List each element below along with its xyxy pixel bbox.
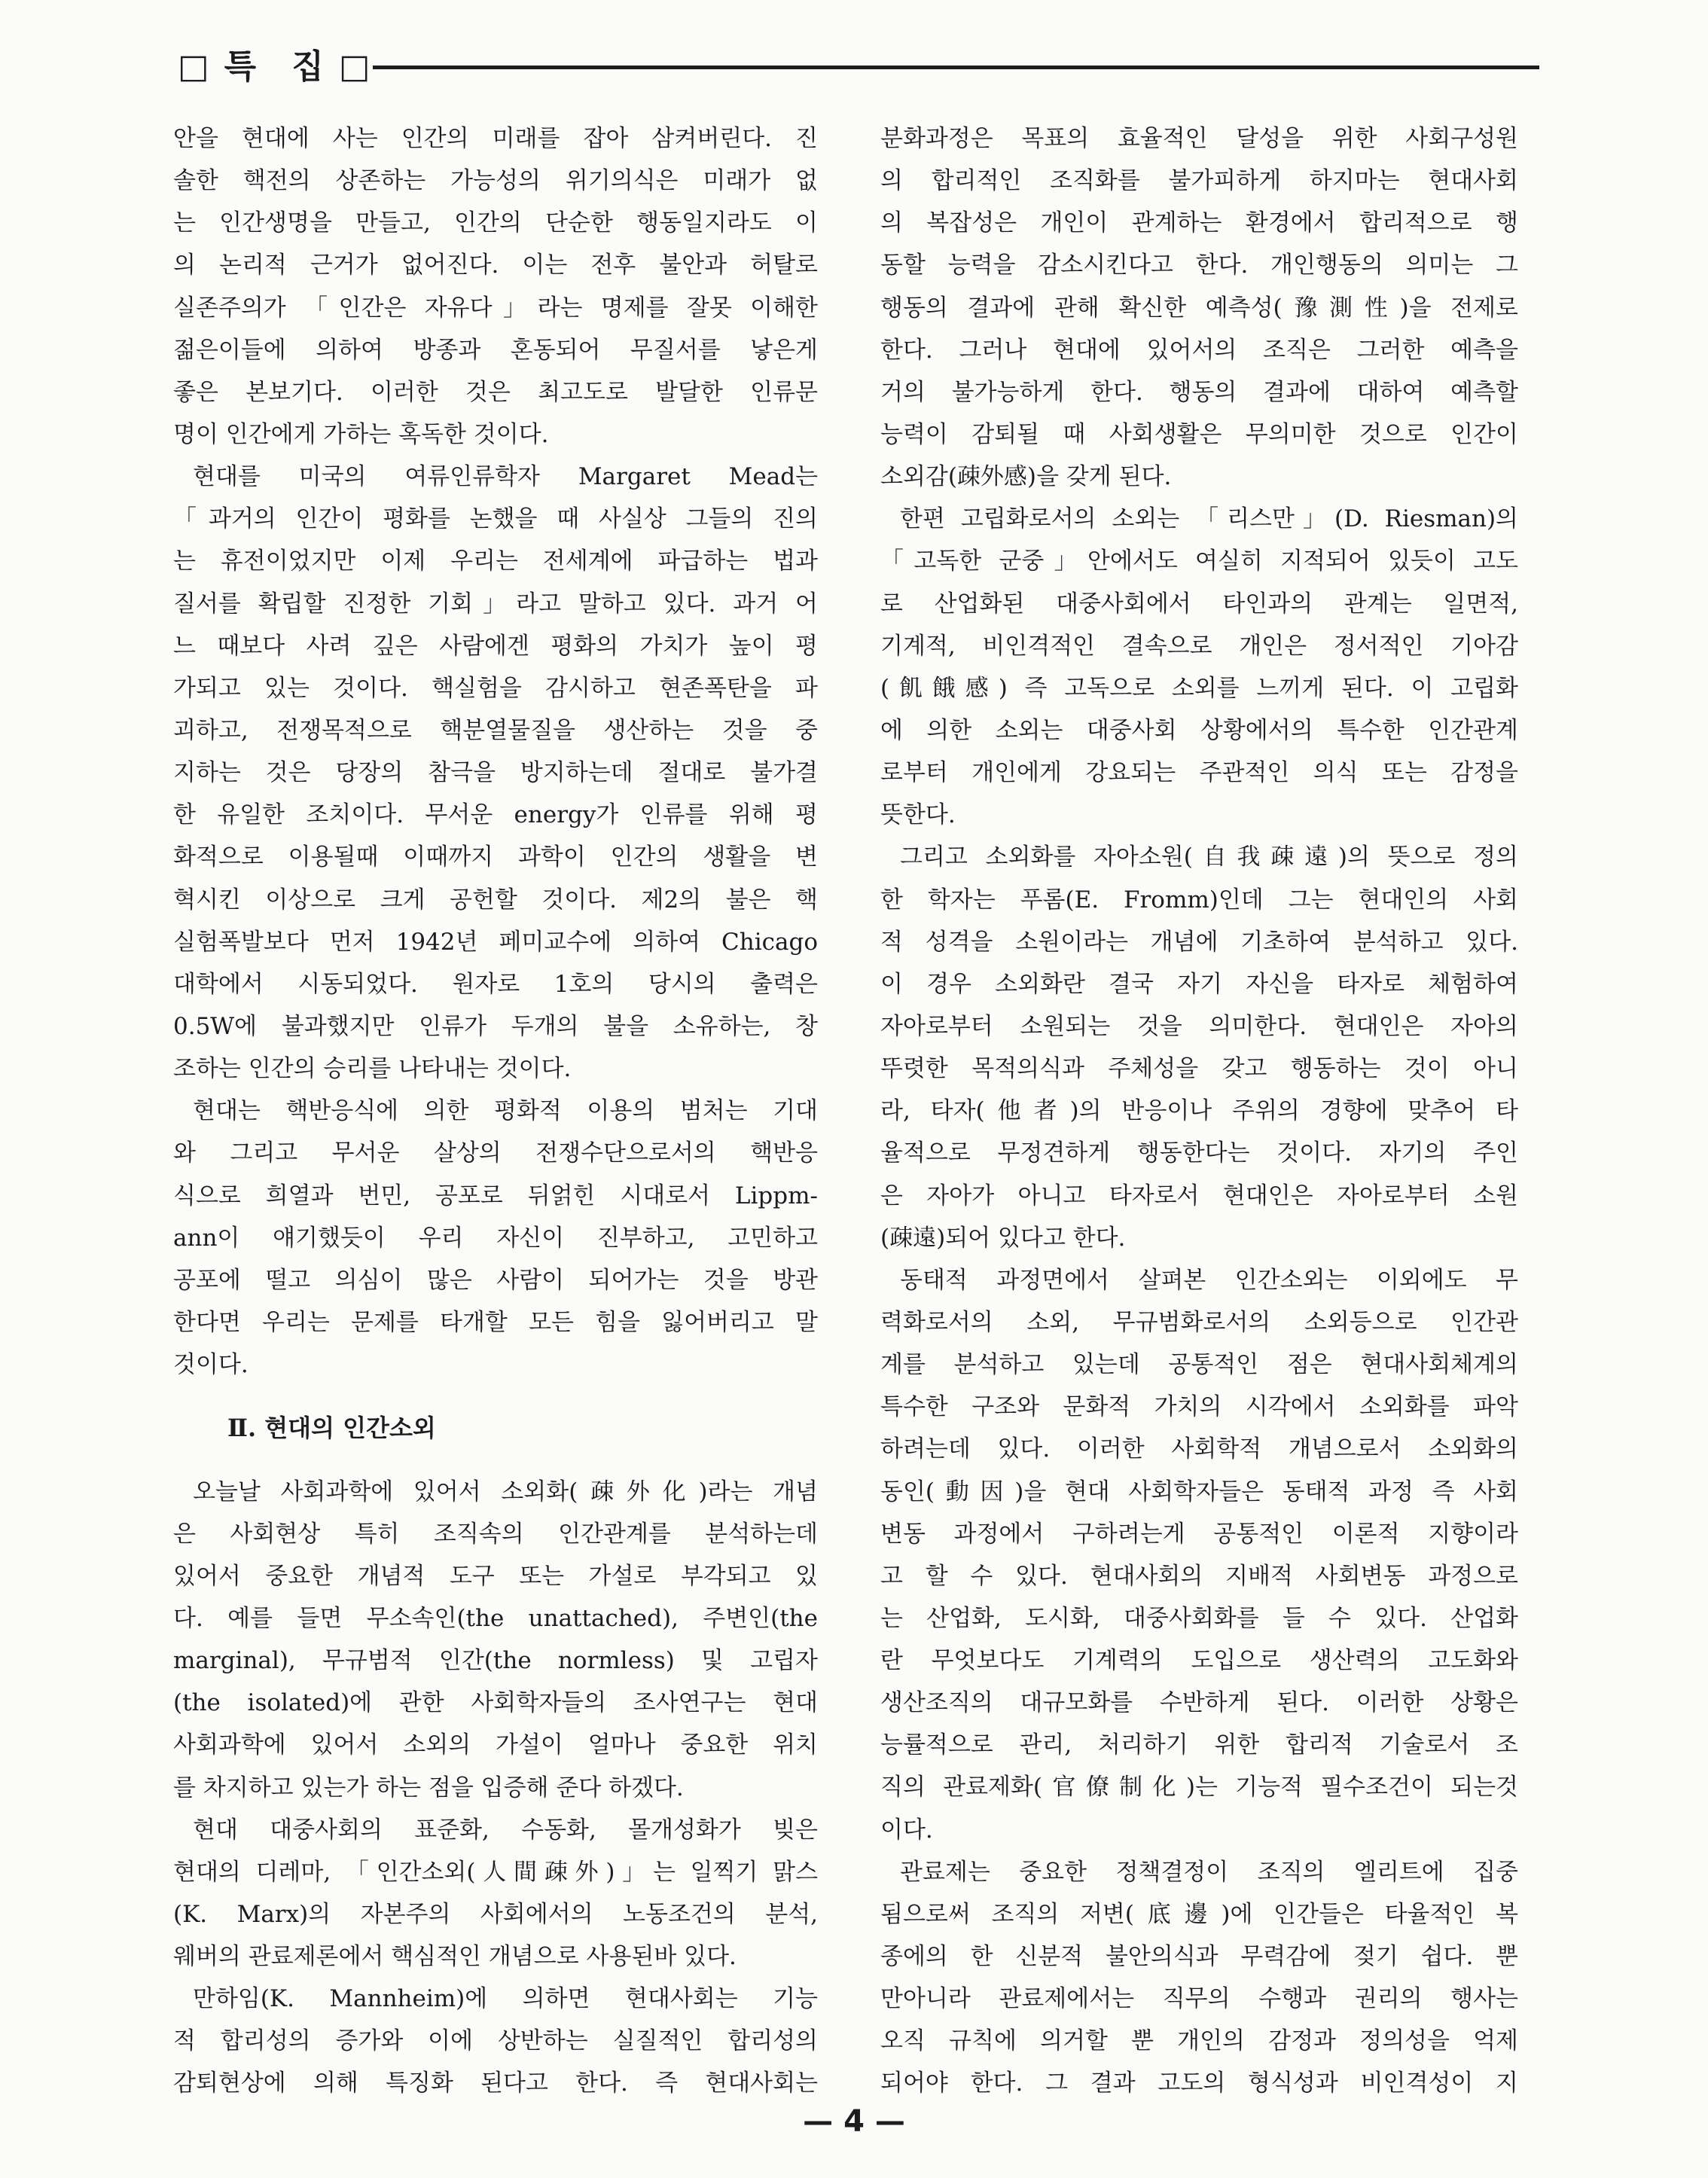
text-line: 거의 불가능하게 한다. 행동의 결과에 대하여 예측할 [880,378,1518,406]
text-line: 실험폭발보다 먼저 1942년 페미교수에 의하여 Chicago [173,928,818,956]
text-line: 사회과학에 있어서 소외의 가설이 얼마나 중요한 위치 [173,1731,818,1759]
paragraph [880,836,1518,1258]
text-line: 은 사회현상 특히 조직속의 인간관계를 분석하는데 [173,1520,818,1548]
text-line: 라, 타자(他者)의 반응이나 주위의 경향에 맞추어 타 [880,1097,1518,1125]
text-line: 특수한 구조와 문화적 가치의 시각에서 소외화를 파악 [880,1393,1518,1421]
text-line: 괴하고, 전쟁목적으로 핵분열물질을 생산하는 것을 중 [173,716,818,744]
text-line: 은 자아가 아니고 타자로서 현대인은 자아로부터 소원 [880,1182,1518,1209]
paragraph [880,1851,1518,2105]
text-line: 「과거의 인간이 평화를 논했을 때 사실상 그들의 진의 [173,505,818,533]
text-line: 로부터 개인에게 강요되는 주관적인 의식 또는 감정을 [880,759,1518,787]
feature-title: 특 집 [224,47,336,86]
paragraph [880,117,1518,498]
text-line: 이 경우 소외화란 결국 자기 자신을 타자로 체험하여 [880,970,1518,998]
text-line: 현대는 핵반응식에 의한 평화적 이용의 범처는 기대 [193,1097,818,1125]
text-line: 현대를 미국의 여류인류학자 Margaret Mead는 [193,463,818,491]
text-line: 분화과정은 목표의 효율적인 달성을 위한 사회구성원 [880,125,1518,152]
text-line: 동태적 과정면에서 살펴본 인간소외는 이외에도 무 [900,1266,1518,1294]
text-line: 지하는 것은 당장의 참극을 방지하는데 절대로 불가결 [173,759,818,787]
text-line: 란 무엇보다도 기계력의 도입으로 생산력의 고도화와 [880,1647,1518,1675]
text-line: 가되고 있는 것이다. 핵실험을 감시하고 현존폭탄을 파 [173,674,818,702]
left-column [173,117,818,2105]
text-line: (疎遠)되어 있다고 한다. [880,1224,1126,1252]
text-line: 능률적으로 관리, 처리하기 위한 합리적 기술로서 조 [880,1731,1518,1759]
text-line: 관료제는 중요한 정책결정이 조직의 엘리트에 집중 [900,1858,1518,1886]
text-line: 종에의 한 신분적 불안의식과 무력감에 젖기 쉽다. 뿐 [880,1943,1518,1971]
right-column [880,117,1518,2105]
text-line: 는 인간생명을 만들고, 인간의 단순한 행동일지라도 이 [173,209,818,237]
text-line: 기계적, 비인격적인 결속으로 개인은 정서적인 기아감 [880,632,1518,660]
text-line: 자아로부터 소원되는 것을 의미한다. 현대인은 자아의 [880,1012,1518,1040]
text-line: 한편 고립화로서의 소외는 「리스만」(D. Riesman)의 [900,505,1518,533]
text-line: 대학에서 시동되었다. 원자로 1호의 당시의 출력은 [173,970,818,998]
paragraph [173,1471,818,1809]
text-line: 식으로 희열과 번민, 공포로 뒤얽힌 시대로서 Lippm- [173,1182,818,1209]
text-line: 한다. 그러나 현대에 있어서의 조직은 그러한 예측을 [880,336,1518,364]
text-line: 만아니라 관료제에서는 직무의 수행과 권리의 행사는 [880,1985,1518,2013]
section-heading: Ⅱ. 현대의 인간소외 [227,1414,436,1443]
text-line: 뜻한다. [880,801,956,829]
paragraph [173,456,818,1090]
text-line: 는 산업화, 도시화, 대중사회화를 들 수 있다. 산업화 [880,1604,1518,1632]
text-line: 한 학자는 푸롬(E. Fromm)인데 그는 현대인의 사회 [880,886,1518,914]
text-line: 안을 현대에 사는 인간의 미래를 잡아 삼켜버린다. 진 [173,125,818,152]
text-line: 는 휴전이었지만 이제 우리는 전세계에 파급하는 법과 [173,548,818,575]
text-line: 솔한 핵전의 상존하는 가능성의 위기의식은 미래가 없 [173,167,818,195]
text-line: 한다면 우리는 문제를 타개할 모든 힘을 잃어버리고 말 [173,1308,818,1336]
text-line: 의 복잡성은 개인이 관계하는 환경에서 합리적으로 행 [880,209,1518,237]
text-line: 것이다. [173,1351,249,1379]
text-line: 웨버의 관료제론에서 핵심적인 개념으로 사용된바 있다. [173,1943,737,1971]
text-line: ann이 얘기했듯이 우리 자신이 진부하고, 고민하고 [173,1224,818,1252]
text-line: 감퇴현상에 의해 특징화 된다고 한다. 즉 현대사회는 [173,2070,818,2097]
page-number: — 4 — [803,2104,905,2139]
paragraph [173,1090,818,1386]
text-line: 되어야 한다. 그 결과 고도의 형식성과 비인격성이 지 [880,2070,1518,2097]
text-line: 됨으로써 조직의 저변(底邊)에 인간들은 타율적인 복 [880,1900,1518,1928]
text-line: marginal), 무규범적 인간(the normless) 및 고립자 [173,1647,818,1675]
text-line: 현대 대중사회의 표준화, 수동화, 몰개성화가 빚은 [193,1816,818,1844]
text-line: (飢餓感) 즉 고독으로 소외를 느끼게 된다. 이 고립화 [880,674,1518,702]
text-line: 행동의 결과에 관해 확신한 예측성(豫測性)을 전제로 [880,294,1518,322]
square-icon: □ [338,47,371,86]
text-line: 생산조직의 대규모화를 수반하게 된다. 이러한 상황은 [880,1689,1518,1717]
text-line: 있어서 중요한 개념적 도구 또는 가설로 부각되고 있 [173,1562,818,1590]
text-line: 능력이 감퇴될 때 사회생활은 무의미한 것으로 인간이 [880,420,1518,448]
text-line: 오직 규칙에 의거할 뿐 개인의 감정과 정의성을 억제 [880,2027,1518,2055]
text-line: 적 성격을 소원이라는 개념에 기초하여 분석하고 있다. [880,928,1518,956]
text-line: 한 유일한 조치이다. 무서운 energy가 인류를 위해 평 [173,801,818,829]
text-line: 의 합리적인 조직화를 불가피하게 하지마는 현대사회 [880,167,1518,195]
text-line: 느 때보다 사려 깊은 사람에겐 평화의 가치가 높이 평 [173,632,818,660]
text-line: (K. Marx)의 자본주의 사회에서의 노동조건의 분석, [173,1900,818,1928]
text-line: 0.5W에 불과했지만 인류가 두개의 불을 소유하는, 창 [173,1012,818,1040]
text-line: 질서를 확립할 진정한 기회」라고 말하고 있다. 과거 어 [173,590,818,618]
text-line: 화적으로 이용될때 이때까지 과학이 인간의 생활을 변 [173,843,818,871]
text-line: 「고독한 군중」안에서도 여실히 지적되어 있듯이 고도 [880,548,1518,575]
text-line: 뚜렷한 목적의식과 주체성을 갖고 행동하는 것이 아니 [880,1055,1518,1083]
text-line: 동할 능력을 감소시킨다고 한다. 개인행동의 의미는 그 [880,252,1518,279]
text-line: 혁시킨 이상으로 크게 공헌할 것이다. 제2의 불은 핵 [173,886,818,914]
square-icon: □ [178,47,209,86]
paragraph [173,117,818,456]
text-line: 하려는데 있다. 이러한 사회학적 개념으로서 소외화의 [880,1435,1518,1463]
text-line: 로 산업화된 대중사회에서 타인과의 관계는 일면적, [880,590,1518,618]
text-line: 공포에 떨고 의심이 많은 사람이 되어가는 것을 방관 [173,1266,818,1294]
text-line: 직의 관료제화(官僚制化)는 기능적 필수조건이 되는것 [880,1774,1518,1801]
feature-header [178,45,1539,89]
text-line: 실존주의가 「인간은 자유다」라는 명제를 잘못 이해한 [173,294,818,322]
text-line: 오늘날 사회과학에 있어서 소외화(疎外化)라는 개념 [193,1478,818,1505]
text-line: 만하임(K. Mannheim)에 의하면 현대사회는 기능 [193,1985,818,2013]
paragraph [173,1809,818,1978]
text-line: 적 합리성의 증가와 이에 상반하는 실질적인 합리성의 [173,2027,818,2055]
text-line: 명이 인간에게 가하는 혹독한 것이다. [173,420,549,448]
text-line: 와 그리고 무서운 살상의 전쟁수단으로서의 핵반응 [173,1139,818,1167]
text-line: 소외감(疎外感)을 갖게 된다. [880,463,1172,491]
text-line: 변동 과정에서 구하려는게 공통적인 이론적 지향이라 [880,1520,1518,1548]
paragraph [880,1259,1518,1851]
text-line: 이다. [880,1816,933,1844]
text-line: 조하는 인간의 승리를 나타내는 것이다. [173,1055,572,1083]
header-rule [373,66,1539,69]
paragraph [173,1978,818,2104]
text-line: 다. 예를 들면 무소속인(the unattached), 주변인(the [173,1604,818,1632]
text-line: 에 의한 소외는 대중사회 상황에서의 특수한 인간관계 [880,716,1518,744]
text-line: 고 할 수 있다. 현대사회의 지배적 사회변동 과정으로 [880,1562,1518,1590]
text-line: 동인(動因)을 현대 사회학자들은 동태적 과정 즉 사회 [880,1478,1518,1505]
text-line: 좋은 본보기다. 이러한 것은 최고도로 발달한 인류문 [173,378,818,406]
text-line: 젊은이들에 의하여 방종과 혼동되어 무질서를 낳은게 [173,336,818,364]
text-line: 를 차지하고 있는가 하는 점을 입증해 준다 하겠다. [173,1774,684,1801]
text-line: 그리고 소외화를 자아소원(自我疎遠)의 뜻으로 정의 [900,843,1518,871]
text-line: (the isolated)에 관한 사회학자들의 조사연구는 현대 [173,1689,818,1717]
paragraph [880,498,1518,836]
text-line: 계를 분석하고 있는데 공통적인 점은 현대사회체계의 [880,1351,1518,1379]
text-line: 율적으로 무정견하게 행동한다는 것이다. 자기의 주인 [880,1139,1518,1167]
text-line: 력화로서의 소외, 무규범화로서의 소외등으로 인간관 [880,1308,1518,1336]
text-line: 현대의 디레마, 「인간소외(人間疎外)」는 일찍기 맑스 [173,1858,818,1886]
text-line: 의 논리적 근거가 없어진다. 이는 전후 불안과 허탈로 [173,252,818,279]
